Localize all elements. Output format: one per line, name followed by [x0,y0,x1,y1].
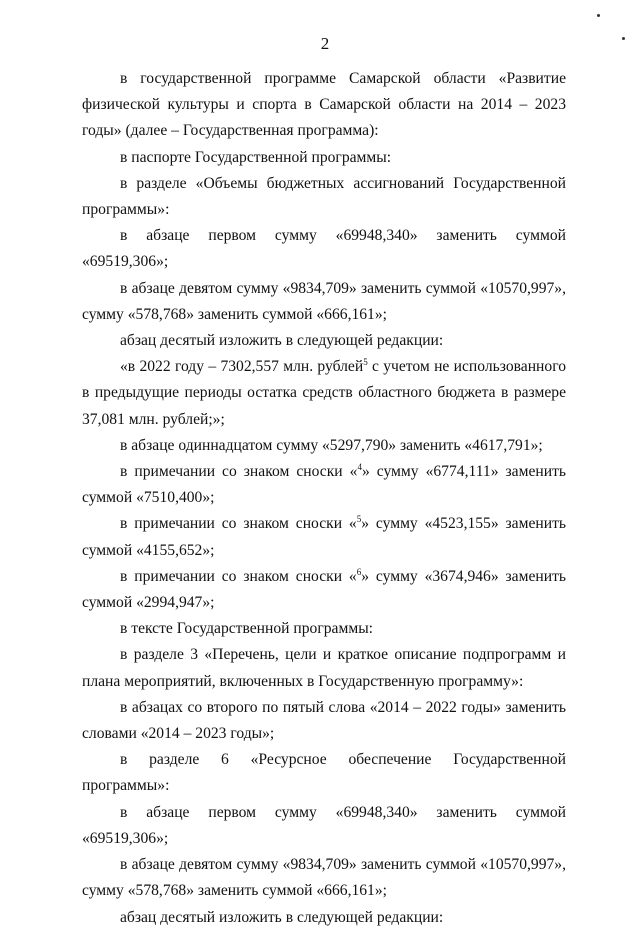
text-segment: в примечании со знаком сноски « [120,515,357,533]
footnote-mark: 5 [363,357,368,368]
paragraph: в разделе 6 «Ресурсное обеспечение Государственной программы»: [82,751,566,795]
paragraph: в паспорте Государственной программы: [120,148,392,166]
scan-mark [622,37,625,40]
text-segment: в примечании со знаком сноски « [120,463,358,481]
footnote-mark: 4 [357,462,362,473]
text-segment: » сумму «4523,155» заменить суммой «4155,652»; [82,515,567,559]
paragraph: в тексте Государственной программы: [120,620,374,638]
paragraph: в абзаце девятом сумму «9834,709» заменить суммой «10570,997», сумму «578,768» заменить суммой «666,161»; [82,279,566,323]
paragraph [82,354,566,433]
paragraph: в разделе «Объемы бюджетных ассигнований Государственной программы»: [82,174,566,219]
paragraph: в разделе 3 «Перечень, цели и краткое описание подпрограмм и плана мероприятий, включенных в Государственную программу»: [82,646,566,690]
paragraph: абзац десятый изложить в следующей редакции: [120,332,444,350]
paragraph [82,564,566,616]
footnote-mark: 5 [356,514,362,525]
document-body [82,66,566,931]
paragraph: в абзаце одиннадцатом сумму «5297,790» заменить «4617,791»; [120,436,543,454]
paragraph [82,511,566,563]
paragraph: в государственной программе Самарской области «Развитие физической культуры и спорта в Самарской области на 2014 – 2023 годы» (далее – Государственная программа): [82,70,566,140]
paragraph [82,459,566,511]
paragraph: абзац десятый изложить в следующей редакции: [120,908,444,926]
text-segment: с учетом не использованного в предыдущие периоды остатка средств областного бюджета в размере 37,081 млн. рублей;»; [82,358,566,428]
footnote-mark: 6 [356,566,362,577]
text-segment: «в 2022 году – 7302,557 млн. рублей [120,358,364,376]
paragraph: в абзаце первом сумму «69948,340» заменить суммой «69519,306»; [82,227,566,271]
text-segment: » сумму «6774,111» заменить суммой «7510,400»; [82,463,566,507]
text-segment: » сумму «3674,946» заменить суммой «2994,947»; [82,567,567,612]
text-segment: в примечании со знаком сноски « [120,567,357,585]
paragraph: в абзацах со второго по пятый слова «2014 – 2022 годы» заменить словами «2014 – 2023 годы»; [82,698,566,743]
paragraph: в абзаце девятом сумму «9834,709» заменить суммой «10570,997», сумму «578,768» заменить суммой «666,161»; [82,856,566,900]
page-number: 2 [320,34,330,53]
paragraph: в абзаце первом сумму «69948,340» заменить суммой «69519,306»; [82,803,566,847]
scan-mark [597,14,600,17]
